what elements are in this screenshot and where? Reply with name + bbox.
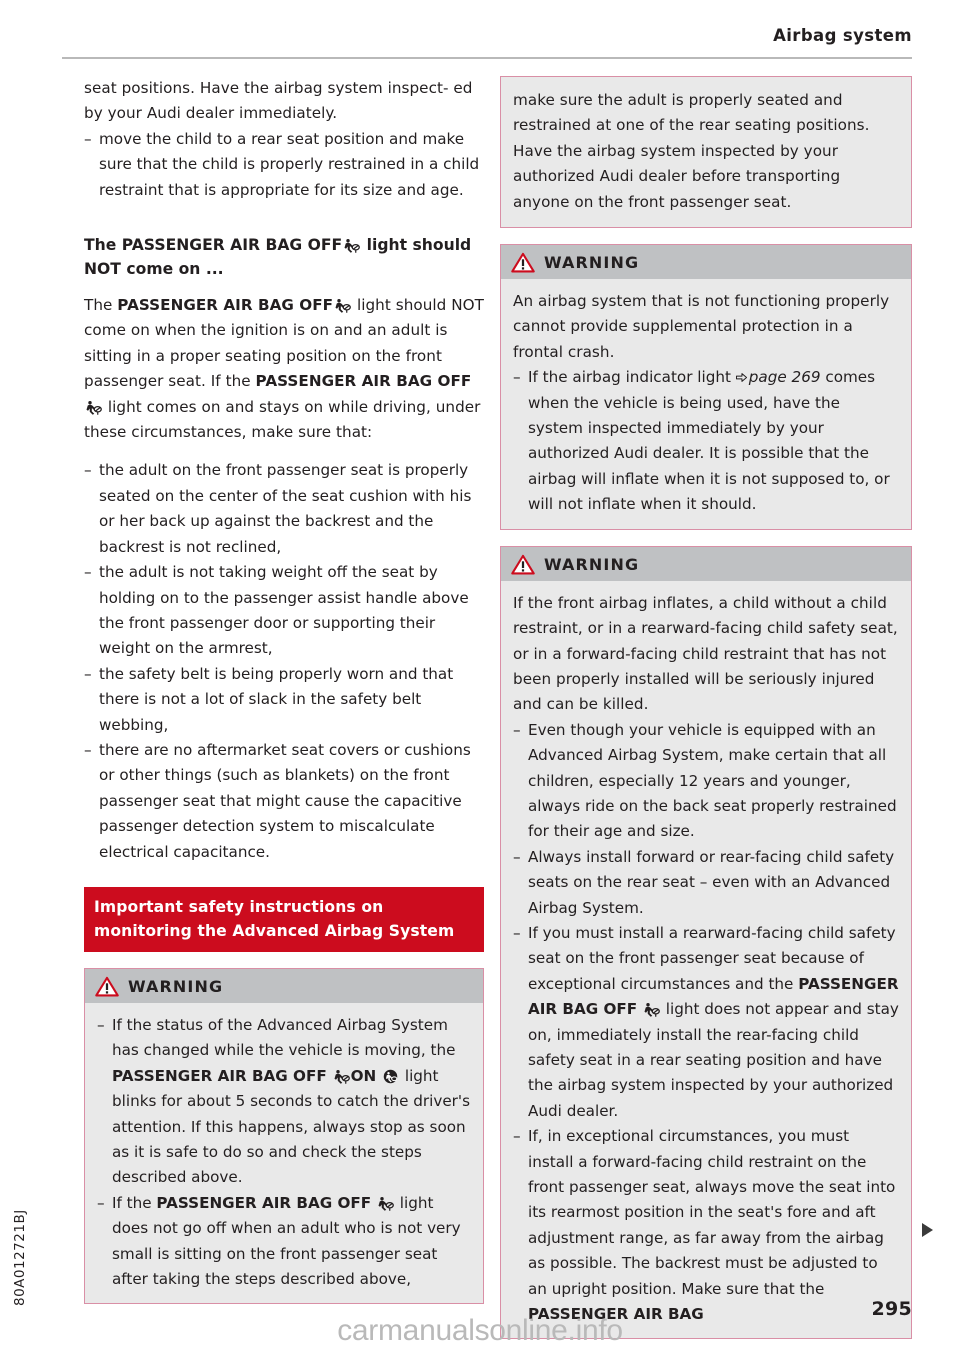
conditions-dash-list bbox=[84, 458, 484, 865]
warning-dash-list bbox=[513, 365, 899, 517]
list-item-text-b: light does not appear and stay on, immediately install the rear-facing child safety seat in a rear seating position and have the airbag system inspected by your authorized Audi dealer. bbox=[528, 1000, 899, 1120]
passenger-airbag-off-icon bbox=[643, 1002, 660, 1017]
warning-box-body bbox=[501, 279, 911, 529]
passenger-light-paragraph bbox=[84, 293, 484, 445]
warning-box-title bbox=[85, 969, 483, 1003]
dash-marker: – bbox=[513, 720, 521, 739]
running-head-title: Airbag system bbox=[773, 26, 912, 45]
dash-marker: – bbox=[97, 1015, 105, 1034]
subheading-post: light should NOT come on ... bbox=[84, 236, 472, 279]
subheading-pre: The PASSENGER AIR BAG OFF bbox=[84, 236, 343, 255]
warning-dash-list bbox=[513, 718, 899, 1328]
para-emph-1: PASSENGER AIR BAG OFF bbox=[117, 296, 334, 315]
warning-triangle-icon bbox=[95, 976, 119, 997]
spine-part-number: 80A012721BJ bbox=[12, 1209, 28, 1306]
para-emph-2: PASSENGER AIR BAG OFF bbox=[255, 372, 472, 391]
continuation-arrow-icon bbox=[922, 1223, 933, 1237]
warning-lead-text: If the front airbag inflates, a child without a child restraint, or in a rearward-facing child safety seat, or in a forward-facing child restraint that has not been properly installed will be seriously injured and can be killed. bbox=[513, 593, 898, 714]
spacer bbox=[84, 203, 484, 216]
page-reference-arrow-icon bbox=[736, 372, 747, 383]
warning-box bbox=[500, 546, 912, 1340]
warning-box bbox=[500, 244, 912, 530]
list-item-text-b: light does not go off when an adult who is not very small is sitting on the front passenger seat after taking the steps described above, bbox=[112, 1193, 461, 1289]
list-item bbox=[84, 458, 484, 560]
continued-paragraph bbox=[84, 76, 484, 127]
warning-label: WARNING bbox=[544, 554, 640, 574]
warning-triangle-icon bbox=[511, 252, 535, 273]
list-item-text-a: If, in exceptional circumstances, you must install a forward-facing child restraint on the front passenger seat, always move the seat into its rearmost position in the seat's fore and aft adjustment range, as far away from the airbag as possible. The backrest must be adjusted to an upright position. Make sure that the bbox=[528, 1127, 896, 1298]
dash-marker: – bbox=[84, 461, 92, 480]
list-item-text: Always install forward or rear-facing child safety seats on the rear seat – even with an Advanced Airbag System. bbox=[528, 847, 895, 917]
list-item bbox=[513, 718, 899, 845]
dash-marker: – bbox=[84, 129, 92, 148]
list-item bbox=[84, 127, 484, 203]
dash-marker: – bbox=[513, 368, 521, 387]
spacer bbox=[84, 865, 484, 887]
warning-triangle-icon bbox=[511, 554, 535, 575]
para-part-c: light should NOT come on when the ignition is on and an adult is sitting in a proper seating position on the front passenger seat. If the bbox=[84, 296, 484, 391]
dash-marker: – bbox=[513, 847, 521, 866]
section-subheading bbox=[84, 233, 484, 281]
continued-warning-text: make sure the adult is properly seated and restrained at one of the rear seating positions. Have the airbag system inspected by your authorized Audi dealer before transporting anyone on the front passenger seat. bbox=[513, 91, 870, 211]
list-item-text-b: light blinks for about 5 seconds to catch the driver's attention. If this happens, always stop as soon as it is safe to do so and check the steps described above. bbox=[112, 1066, 471, 1187]
list-item bbox=[84, 560, 484, 662]
list-item bbox=[513, 921, 899, 1124]
list-item-emph: PASSENGER AIR BAG OFF bbox=[528, 974, 899, 1019]
warning-lead-text: An airbag system that is not functioning properly cannot provide supplemental protection in a frontal crash. bbox=[513, 292, 890, 361]
spacer bbox=[84, 445, 484, 458]
site-watermark: carmanualsonline.info bbox=[337, 1314, 623, 1347]
list-item-text: the safety belt is being properly worn and that there is not a lot of slack in the safety belt webbing, bbox=[99, 664, 454, 734]
passenger-airbag-off-icon bbox=[85, 400, 102, 415]
list-item-text-a: If the status of the Advanced Airbag System has changed while the vehicle is moving, the bbox=[112, 1015, 456, 1060]
dash-marker: – bbox=[84, 740, 92, 759]
list-item-text: there are no aftermarket seat covers or cushions or other things (such as blankets) on the front passenger seat that might cause the capacitive passenger detection system to miscalculate electrical capacitance. bbox=[99, 740, 471, 861]
warning-dash-list bbox=[97, 1013, 471, 1292]
continued-warning-box bbox=[500, 76, 912, 228]
warning-box-body bbox=[85, 1003, 483, 1303]
list-item bbox=[513, 1124, 899, 1327]
warning-label: WARNING bbox=[544, 253, 640, 273]
para-part-a: The bbox=[84, 296, 118, 315]
red-section-heading: Important safety instructions on monitoring the Advanced Airbag System bbox=[84, 887, 484, 952]
dash-marker: – bbox=[84, 563, 92, 582]
page-reference-link[interactable]: page 269 bbox=[748, 368, 821, 387]
list-item bbox=[513, 845, 899, 921]
dash-marker: – bbox=[97, 1193, 105, 1212]
warning-box-title bbox=[501, 245, 911, 279]
dash-marker: – bbox=[513, 923, 521, 942]
passenger-airbag-off-icon bbox=[333, 1069, 350, 1084]
list-item-text: move the child to a rear seat position and make sure that the child is properly restrained in a child restraint that is appropriate for its size and age. bbox=[99, 129, 480, 199]
list-item bbox=[84, 662, 484, 738]
list-item-text: the adult on the front passenger seat is properly seated on the center of the seat cushion with his or her back up against the backrest and the backrest is not reclined, bbox=[99, 461, 472, 556]
warning-label: WARNING bbox=[128, 976, 224, 996]
header-rule bbox=[62, 57, 912, 59]
passenger-airbag-on-icon bbox=[383, 1069, 398, 1084]
list-item bbox=[513, 365, 899, 517]
left-column bbox=[84, 76, 484, 1304]
passenger-airbag-off-icon bbox=[334, 298, 351, 313]
warning-box-title bbox=[501, 547, 911, 581]
list-item bbox=[84, 738, 484, 865]
continued-line-1: seat positions. Have the airbag system inspect- bbox=[84, 79, 449, 97]
list-item-text-a: If the airbag indicator light bbox=[528, 368, 731, 387]
right-column bbox=[500, 76, 912, 1339]
para-part-e: light comes on and stays on while driving, under these circumstances, make sure that: bbox=[84, 397, 481, 442]
list-item-text-a: If the bbox=[112, 1193, 157, 1212]
continued-line-2: ed by your Audi dealer immediately. bbox=[84, 79, 473, 123]
list-item bbox=[97, 1013, 471, 1191]
list-item bbox=[97, 1191, 471, 1293]
list-item-emph: PASSENGER AIR BAG OFF bbox=[156, 1193, 372, 1212]
intro-dash-list bbox=[84, 127, 484, 203]
list-item-emph-on: ON bbox=[350, 1066, 377, 1085]
dash-marker: – bbox=[513, 1127, 521, 1146]
dash-marker: – bbox=[84, 664, 92, 683]
list-item-text-b: comes when the vehicle is being used, have the system inspected immediately by your authorized Audi dealer. It is possible that the airbag will inflate when it is not supposed to, or will not inflate when it should. bbox=[528, 368, 890, 514]
list-item-text-a: If you must install a rearward-facing child safety seat on the front passenger seat because of exceptional circumstances and the bbox=[528, 923, 896, 993]
page-number: 295 bbox=[871, 1298, 912, 1320]
list-item-text: Even though your vehicle is equipped with an Advanced Airbag System, make certain that all children, especially 12 years and younger, always ride on the back seat properly restrained for their age and size. bbox=[528, 720, 897, 841]
list-item-emph: PASSENGER AIR BAG bbox=[528, 1305, 704, 1324]
warning-box bbox=[84, 968, 484, 1304]
list-item-text: the adult is not taking weight off the seat by holding on to the passenger assist handle above the front passenger door or supporting their weight on the armrest, bbox=[99, 563, 469, 658]
passenger-airbag-off-icon bbox=[343, 238, 360, 253]
warning-box-body bbox=[501, 581, 911, 1339]
list-item-emph: PASSENGER AIR BAG OFF bbox=[112, 1066, 327, 1085]
passenger-airbag-off-icon bbox=[377, 1196, 394, 1211]
